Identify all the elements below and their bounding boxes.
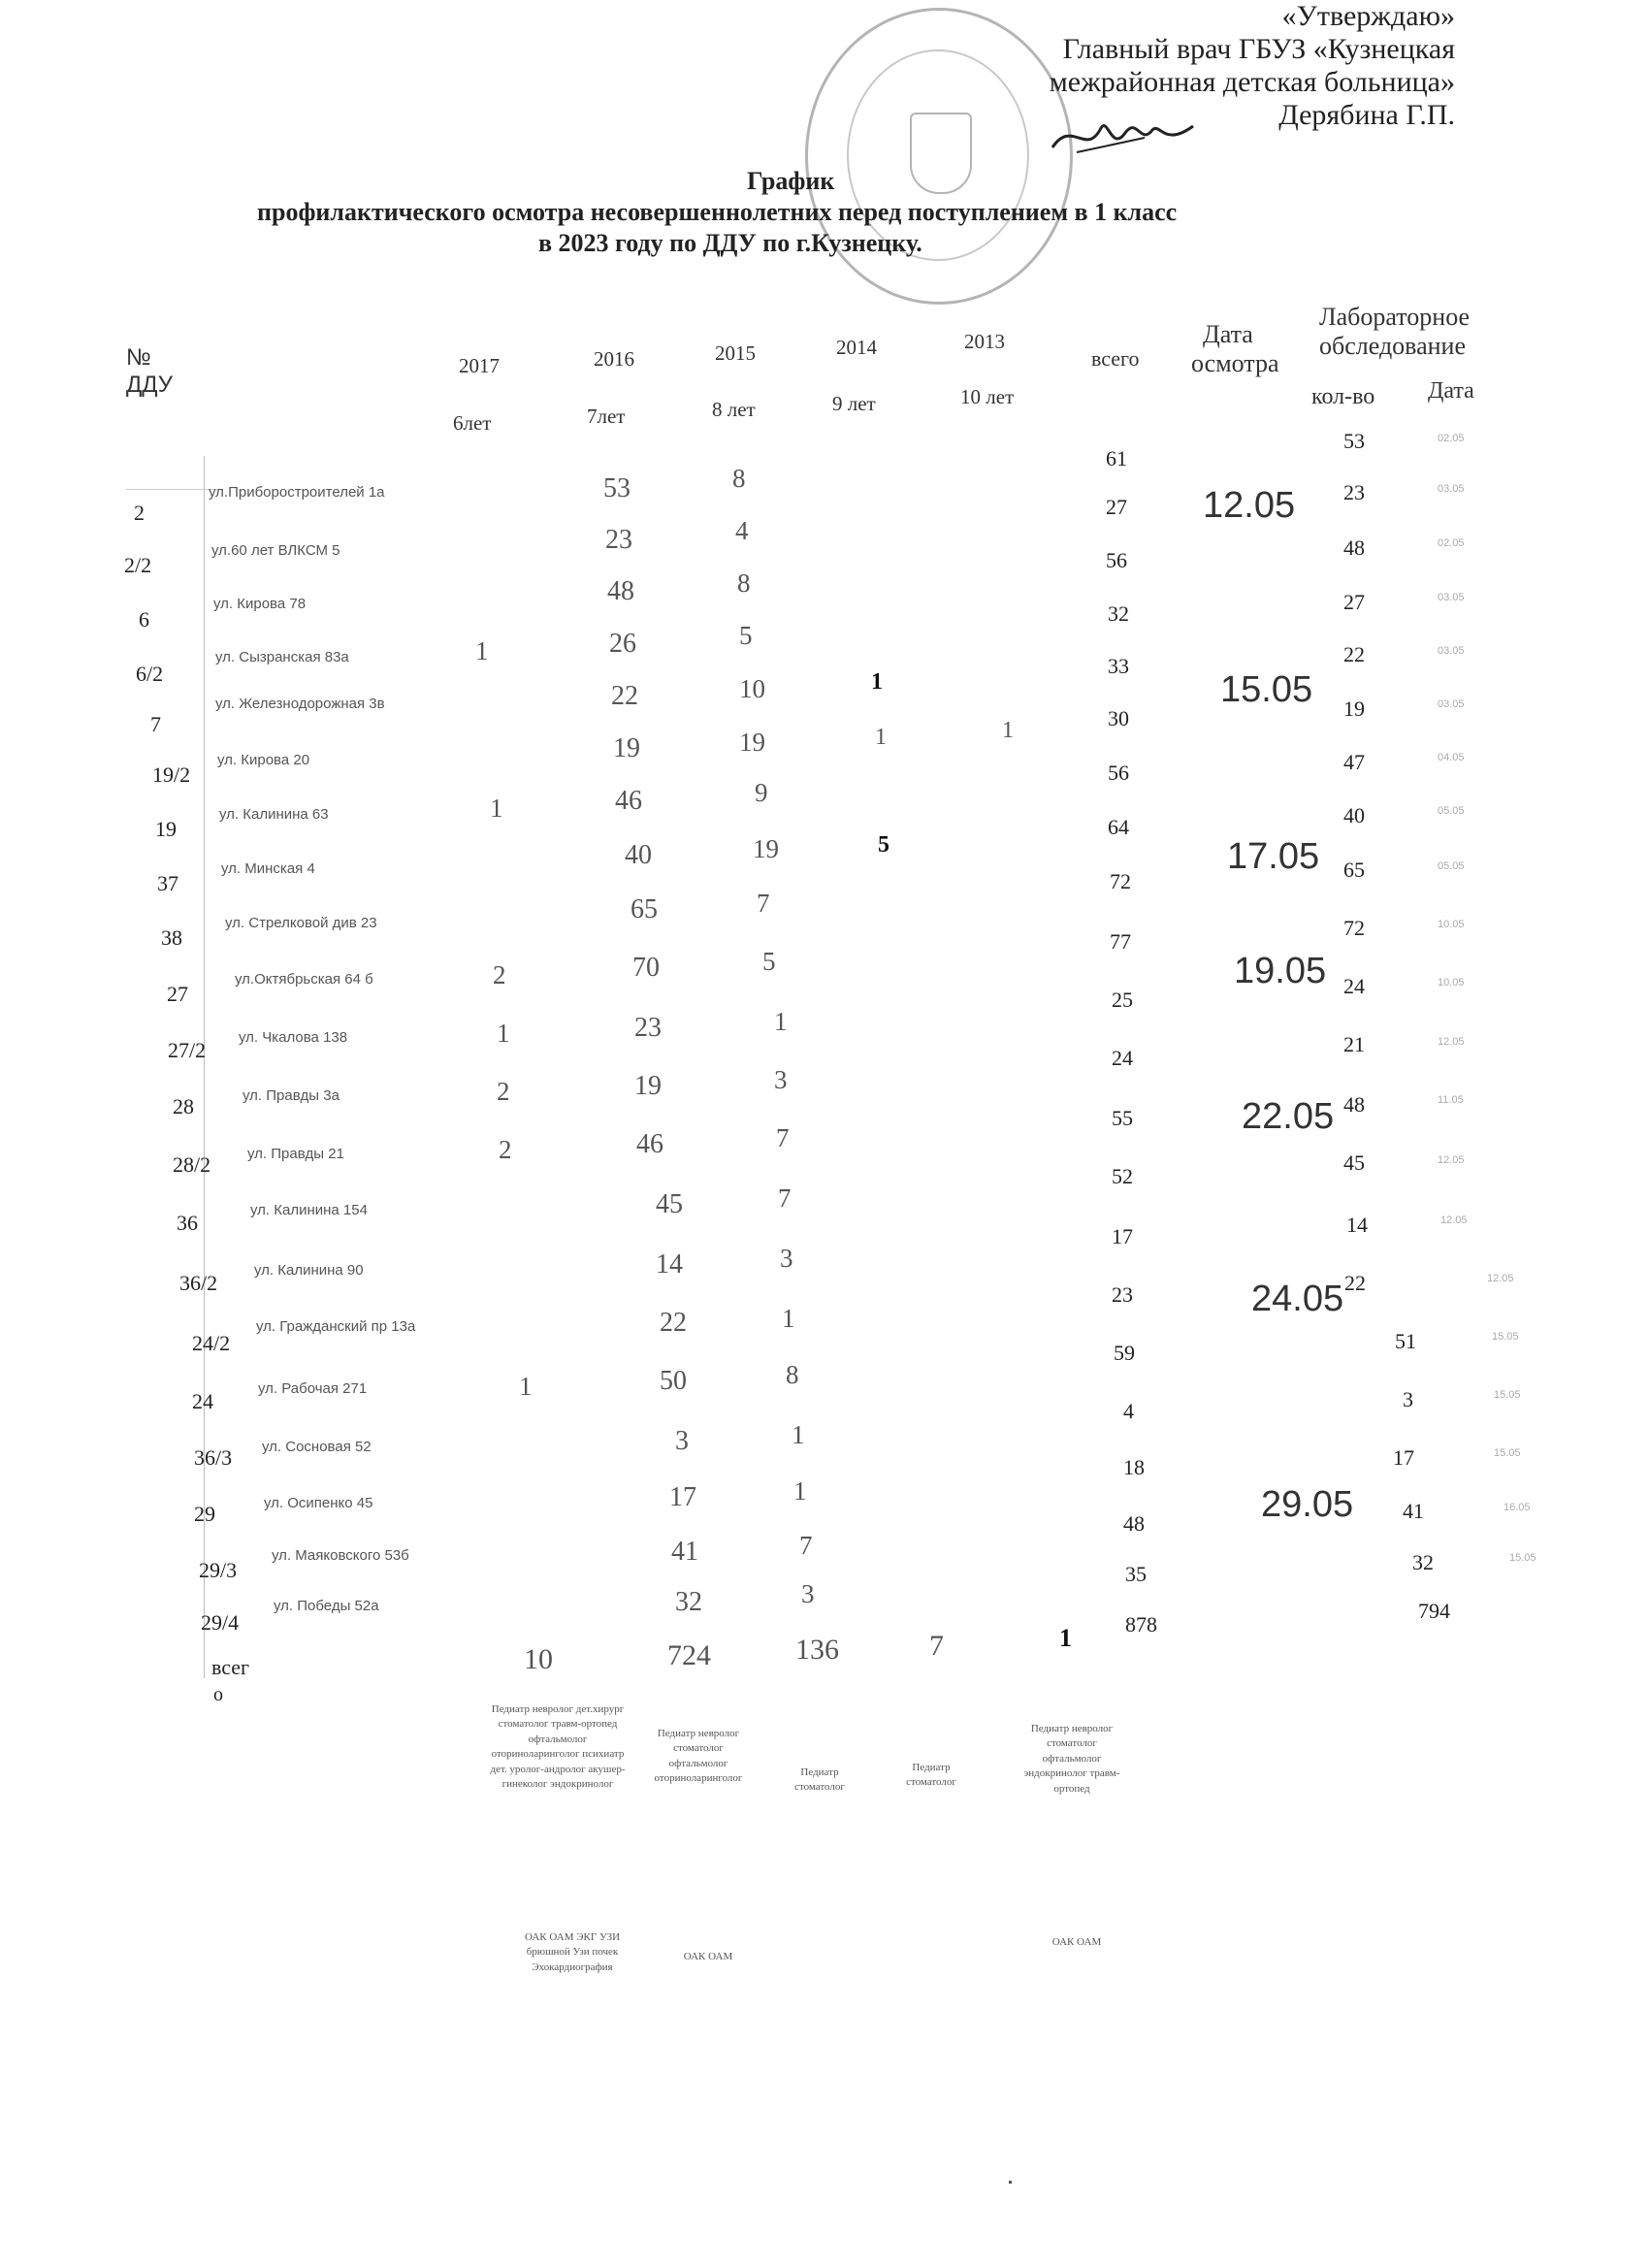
totals-label: всег	[211, 1655, 250, 1679]
count-2014: 1	[875, 725, 887, 750]
ddu-number: 27	[167, 982, 188, 1006]
ddu-address: ул. Чкалова 138	[239, 1029, 348, 1046]
lab-date: 15.05	[1509, 1552, 1536, 1564]
exam-date: 15.05	[1220, 669, 1313, 710]
count-2017: 1	[490, 794, 503, 823]
official-stamp	[805, 8, 1073, 305]
lab-count: 53	[1343, 429, 1365, 453]
row-total: 77	[1110, 929, 1131, 954]
approval-line-3: Дерябина Г.П.	[1278, 99, 1455, 131]
header-lab-count: кол-во	[1311, 384, 1375, 409]
ddu-number: 36/2	[179, 1271, 218, 1295]
count-2016: 70	[632, 953, 660, 983]
row-total: 56	[1106, 548, 1127, 572]
lab-count: 14	[1346, 1213, 1368, 1237]
count-2016: 32	[675, 1587, 702, 1617]
lab-date: 15.05	[1494, 1447, 1521, 1459]
row-total: 24	[1112, 1046, 1133, 1070]
ddu-address: ул. Железнодорожная 3в	[215, 696, 385, 712]
lab-date: 16.05	[1504, 1502, 1531, 1513]
lab-date: 02.05	[1438, 537, 1465, 549]
header-year-2014: 2014	[836, 336, 877, 359]
header-ddu-num: №	[126, 344, 151, 371]
row-total: 25	[1112, 988, 1133, 1012]
total-lab-count: 794	[1418, 1599, 1450, 1623]
count-2015: 8	[786, 1360, 799, 1389]
count-2015: 3	[774, 1065, 788, 1094]
lab-date: 12.05	[1438, 1036, 1465, 1048]
approval-line-2: межрайонная детская больница»	[1049, 66, 1455, 98]
ddu-address: ул. Маяковского 53б	[272, 1547, 409, 1564]
count-2016: 23	[634, 1013, 662, 1043]
count-2015: 19	[739, 728, 765, 757]
ddu-number: 27/2	[168, 1038, 207, 1062]
tests-2013: ОАК ОАМ	[1051, 1936, 1102, 1948]
header-age-9: 9 лет	[832, 392, 876, 415]
lab-date: 04.05	[1438, 752, 1465, 763]
count-2017: 1	[475, 636, 489, 665]
row-total: 18	[1123, 1455, 1145, 1479]
ddu-address: ул. Кирова 78	[213, 596, 307, 612]
lab-date: 11.05	[1438, 1094, 1464, 1106]
lab-count: 23	[1343, 480, 1365, 504]
ddu-address: ул.Октябрьская 64 б	[235, 971, 373, 988]
lab-count: 51	[1395, 1329, 1416, 1353]
count-2015: 7	[778, 1183, 792, 1213]
header-lab-date: Дата	[1428, 378, 1474, 404]
header-year-2016: 2016	[594, 347, 634, 371]
lab-count: 21	[1343, 1032, 1365, 1056]
row-total: 59	[1114, 1341, 1135, 1365]
tests-2016: ОАК ОАМ	[683, 1951, 733, 1962]
specialists-2014: Педиатр стоматолог	[906, 1762, 956, 1789]
row-total: 35	[1125, 1562, 1147, 1586]
row-total: 61	[1106, 446, 1127, 470]
lab-date: 03.05	[1438, 698, 1465, 710]
ddu-address: ул. Калинина 154	[250, 1202, 368, 1218]
count-2016: 46	[636, 1129, 663, 1159]
count-2015: 7	[799, 1531, 813, 1560]
count-2015: 19	[753, 834, 779, 863]
ddu-number: 29/3	[199, 1558, 238, 1582]
count-2016: 23	[605, 525, 632, 555]
doc-subtitle-2: в 2023 году по ДДУ по г.Кузнецку.	[538, 229, 922, 257]
count-2016: 19	[613, 733, 640, 763]
count-2015: 7	[757, 889, 770, 918]
ddu-number: 6	[139, 607, 149, 632]
lab-date: 12.05	[1438, 1154, 1465, 1166]
ddu-number: 6/2	[136, 662, 164, 686]
exam-date: 24.05	[1251, 1279, 1344, 1319]
count-2016: 40	[625, 840, 652, 870]
count-2016: 26	[609, 629, 636, 659]
header-age-7: 7лет	[587, 405, 626, 428]
header-ddu-label: ДДУ	[126, 372, 174, 398]
row-total: 4	[1123, 1399, 1134, 1423]
lab-date: 03.05	[1438, 592, 1465, 603]
ddu-address: ул. Правды 21	[247, 1146, 344, 1162]
row-total: 17	[1112, 1224, 1133, 1248]
ddu-number: 7	[150, 712, 161, 736]
count-2016: 19	[634, 1071, 662, 1101]
ddu-number: 2	[134, 501, 145, 525]
lab-count: 17	[1393, 1445, 1414, 1470]
grand-total: 878	[1125, 1612, 1157, 1636]
approval-line-1: Главный врач ГБУЗ «Кузнецкая	[1062, 33, 1455, 65]
doc-subtitle: профилактического осмотра несовершеннолетних перед поступлением в 1 класс	[257, 198, 1178, 226]
lab-count: 40	[1343, 803, 1365, 827]
row-total: 52	[1112, 1164, 1133, 1188]
exam-date: 29.05	[1261, 1484, 1354, 1525]
ddu-number: 28	[173, 1094, 194, 1118]
ddu-number: 28/2	[173, 1152, 211, 1177]
ddu-number: 36/3	[194, 1445, 233, 1470]
count-2016: 22	[611, 681, 638, 711]
ddu-number: 19/2	[152, 762, 191, 787]
row-total: 23	[1112, 1282, 1133, 1307]
count-2014: 1	[871, 669, 883, 695]
count-2015: 1	[782, 1304, 795, 1333]
ddu-address: ул. Победы 52а	[274, 1598, 379, 1614]
ddu-address: ул. Сызранская 83а	[215, 649, 349, 665]
lab-count: 45	[1343, 1150, 1365, 1175]
ddu-address: ул. Рабочая 271	[258, 1380, 368, 1397]
header-lab-2: обследование	[1319, 332, 1467, 360]
row-total: 32	[1108, 601, 1129, 626]
ddu-number: 2/2	[124, 553, 152, 577]
ddu-address: ул. Калинина 90	[254, 1262, 364, 1279]
lab-count: 41	[1403, 1499, 1424, 1523]
ddu-number: 19	[155, 817, 177, 841]
count-2015: 3	[780, 1244, 793, 1273]
lab-count: 19	[1343, 697, 1365, 721]
lab-date: 03.05	[1438, 483, 1465, 495]
count-2015: 1	[792, 1420, 805, 1449]
row-total: 55	[1112, 1106, 1133, 1130]
header-total: всего	[1091, 346, 1140, 371]
count-2016: 53	[603, 473, 630, 503]
count-2016: 50	[660, 1366, 687, 1396]
lab-date: 05.05	[1438, 805, 1465, 817]
row-total: 64	[1108, 815, 1129, 839]
count-2017: 2	[493, 960, 506, 989]
lab-count: 22	[1343, 642, 1365, 666]
ddu-number: 24	[192, 1389, 213, 1413]
row-total: 56	[1108, 761, 1129, 785]
ddu-address: ул. Кирова 20	[217, 752, 310, 768]
lab-date: 15.05	[1494, 1389, 1521, 1401]
count-2015: 5	[762, 947, 776, 976]
lab-count: 47	[1343, 750, 1365, 774]
ddu-address: ул.60 лет ВЛКСМ 5	[211, 542, 340, 559]
count-2017: 1	[519, 1372, 533, 1401]
lab-date: 03.05	[1438, 645, 1465, 657]
row-total: 48	[1123, 1511, 1145, 1536]
lab-date: 15.05	[1492, 1331, 1519, 1343]
doc-title: График	[747, 167, 835, 195]
stamp-emblem-icon	[910, 113, 972, 194]
header-age-6: 6лет	[453, 411, 492, 435]
exam-date: 22.05	[1242, 1096, 1335, 1137]
lab-count: 32	[1412, 1550, 1434, 1574]
ddu-number: 29	[194, 1502, 215, 1526]
signature-icon	[1048, 109, 1203, 167]
approval-heading: «Утверждаю»	[1281, 0, 1455, 32]
ddu-number: 37	[157, 871, 178, 895]
count-2016: 48	[607, 576, 634, 606]
count-2015: 7	[776, 1123, 790, 1152]
lab-date: 10.05	[1438, 977, 1465, 988]
count-2013: 1	[1002, 718, 1014, 743]
exam-date: 17.05	[1227, 836, 1320, 877]
count-2015: 1	[774, 1007, 788, 1036]
ddu-address: ул. Осипенко 45	[264, 1495, 373, 1511]
ddu-number: 36	[177, 1211, 198, 1235]
count-2015: 8	[732, 464, 746, 493]
ddu-number: 38	[161, 925, 182, 950]
exam-date: 12.05	[1203, 485, 1296, 526]
header-year-2013: 2013	[964, 330, 1005, 353]
count-2016: 45	[656, 1189, 683, 1219]
row-total: 72	[1110, 869, 1131, 893]
row-total: 30	[1108, 706, 1129, 730]
exam-date: 19.05	[1234, 951, 1327, 991]
lab-date: 02.05	[1438, 433, 1465, 444]
count-2016: 41	[671, 1537, 698, 1567]
total-2015: 136	[795, 1634, 839, 1666]
specialists-2015: Педиатр стоматолог	[794, 1766, 845, 1794]
lab-count: 48	[1343, 535, 1365, 560]
ddu-address: ул. Правды 3а	[242, 1087, 340, 1104]
count-2015: 9	[755, 778, 768, 807]
count-2014: 5	[878, 832, 889, 858]
specialists-2013: Педиатр невролог стоматолог офтальмолог эндокринолог травм-ортопед	[1023, 1723, 1120, 1795]
header-exam-date-1: Дата	[1203, 320, 1253, 348]
lab-count: 24	[1343, 974, 1365, 998]
ddu-number: 24/2	[192, 1331, 231, 1355]
header-age-8: 8 лет	[712, 398, 756, 421]
lab-count: 48	[1343, 1092, 1365, 1117]
lab-date: 12.05	[1487, 1273, 1514, 1284]
ddu-address: ул. Сосновая 52	[262, 1439, 372, 1455]
count-2016: 14	[656, 1249, 683, 1280]
total-2014: 7	[929, 1630, 944, 1662]
header-age-10: 10 лет	[960, 385, 1015, 408]
ddu-address: ул. Минская 4	[221, 860, 315, 877]
total-2017: 10	[524, 1643, 553, 1675]
header-year-2017: 2017	[459, 354, 500, 377]
ddu-address: ул. Калинина 63	[219, 806, 329, 823]
header-lab-1: Лабораторное	[1319, 303, 1471, 331]
lab-count: 65	[1343, 858, 1365, 882]
lab-count: 22	[1344, 1271, 1366, 1295]
count-2016: 3	[675, 1426, 689, 1456]
ddu-address: ул. Стрелковой див 23	[225, 915, 377, 931]
lab-date: 12.05	[1440, 1215, 1468, 1226]
row-total: 33	[1108, 654, 1129, 678]
count-2016: 46	[615, 786, 642, 816]
lab-count: 72	[1343, 916, 1365, 940]
header-year-2015: 2015	[715, 341, 756, 365]
row-total: 27	[1106, 495, 1127, 519]
ddu-address: ул.Приборостроителей 1а	[209, 484, 385, 501]
total-2016: 724	[667, 1639, 711, 1671]
total-2013: 1	[1059, 1624, 1072, 1652]
lab-date: 10.05	[1438, 919, 1465, 930]
count-2015: 1	[793, 1476, 807, 1506]
count-2016: 22	[660, 1308, 687, 1338]
count-2015: 4	[735, 516, 749, 545]
ddu-number: 29/4	[201, 1610, 240, 1635]
tests-2017: ОАК ОАМ ЭКГ УЗИ брюшной Узи почек Эхокардиография	[524, 1931, 621, 1973]
count-2017: 1	[497, 1019, 510, 1048]
lab-count: 3	[1403, 1387, 1413, 1411]
count-2017: 2	[497, 1077, 510, 1106]
ddu-address: ул. Гражданский пр 13а	[256, 1318, 416, 1335]
specialists-2017: Педиатр невролог дет.хирург стоматолог травм-ортопед офтальмолог оториноларинголог психиатр дет. уролог-андролог акушер-гинеколог эндокринолог	[490, 1703, 626, 1790]
count-2016: 17	[669, 1482, 696, 1512]
count-2016: 65	[630, 894, 658, 924]
lab-date: 05.05	[1438, 860, 1465, 872]
lab-count: 27	[1343, 590, 1365, 614]
count-2017: 2	[499, 1135, 512, 1164]
specialists-2016: Педиатр невролог стоматолог офтальмолог оториноларинголог	[654, 1728, 743, 1785]
count-2015: 10	[739, 674, 765, 703]
header-exam-date-2: осмотра	[1191, 349, 1279, 377]
count-2015: 5	[739, 621, 753, 650]
count-2015: 8	[737, 568, 751, 598]
totals-label-2: о	[213, 1684, 223, 1705]
count-2015: 3	[801, 1579, 815, 1608]
